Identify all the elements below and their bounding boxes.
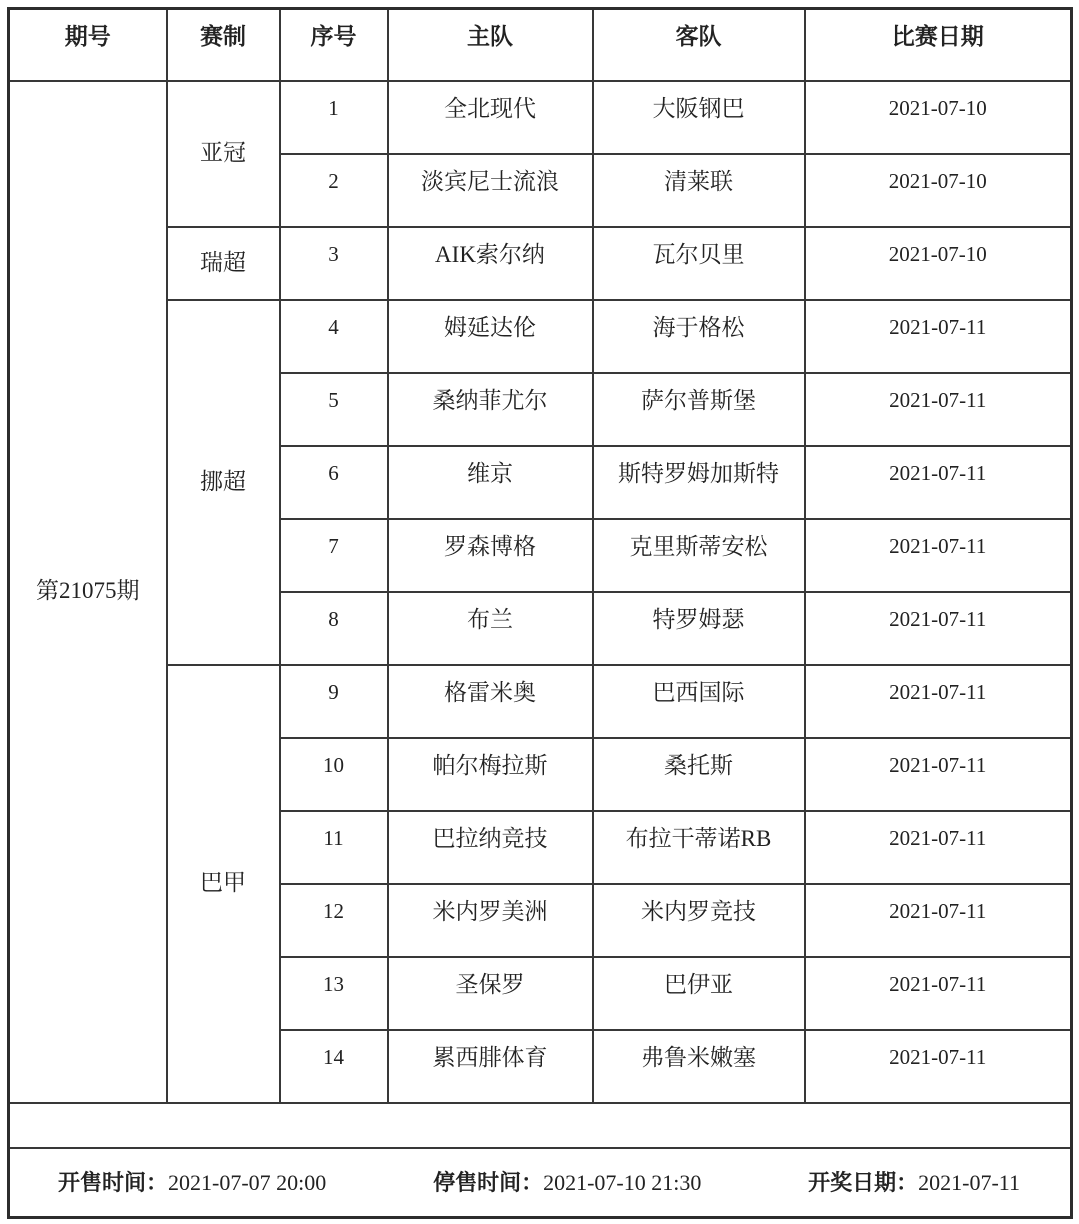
draw-date-value: 2021-07-11 [918,1169,1020,1195]
spacer-cell [9,1103,1072,1148]
home-team-cell: 罗森博格 [388,519,593,592]
draw-date-label: 开奖日期： [808,1169,919,1195]
match-date-cell: 2021-07-11 [805,738,1072,811]
sale-start-label: 开售时间： [58,1169,169,1195]
header-number: 序号 [280,9,388,81]
match-date-cell: 2021-07-11 [805,519,1072,592]
away-team-cell: 克里斯蒂安松 [593,519,805,592]
footer-cell [9,1148,1072,1218]
header-home-team: 主队 [388,9,593,81]
period-cell: 第21075期 [9,81,167,1103]
header-row [9,9,1072,81]
header-match-date: 比赛日期 [805,9,1072,81]
home-team-cell: 累西腓体育 [388,1030,593,1103]
footer-times [58,1170,1020,1195]
match-row [9,665,1072,738]
match-row [9,81,1072,154]
home-team-cell: 帕尔梅拉斯 [388,738,593,811]
home-team-cell: AIK索尔纳 [388,227,593,300]
match-number: 1 [280,81,388,154]
home-team-cell: 姆延达伦 [388,300,593,373]
away-team-cell: 斯特罗姆加斯特 [593,446,805,519]
sale-stop-time [433,1170,701,1195]
away-team-cell: 萨尔普斯堡 [593,373,805,446]
sale-start-value: 2021-07-07 20:00 [168,1169,327,1195]
header-period: 期号 [9,9,167,81]
match-number: 8 [280,592,388,665]
match-date-cell: 2021-07-11 [805,957,1072,1030]
footer-row [9,1148,1072,1218]
match-number: 4 [280,300,388,373]
match-schedule-table [7,7,1073,1219]
league-cell: 挪超 [167,300,280,665]
home-team-cell: 淡宾尼士流浪 [388,154,593,227]
away-team-cell: 布拉干蒂诺RB [593,811,805,884]
table-header [9,9,1072,81]
away-team-cell: 瓦尔贝里 [593,227,805,300]
match-number: 5 [280,373,388,446]
sale-stop-value: 2021-07-10 21:30 [543,1169,702,1195]
match-date-cell: 2021-07-11 [805,811,1072,884]
home-team-cell: 米内罗美洲 [388,884,593,957]
match-date-cell: 2021-07-11 [805,446,1072,519]
match-number: 13 [280,957,388,1030]
table-body [9,81,1072,1103]
spacer-row [9,1103,1072,1148]
match-number: 12 [280,884,388,957]
match-number: 10 [280,738,388,811]
match-date-cell: 2021-07-11 [805,665,1072,738]
draw-date [808,1170,1020,1195]
home-team-cell: 维京 [388,446,593,519]
match-date-cell: 2021-07-11 [805,1030,1072,1103]
league-cell: 瑞超 [167,227,280,300]
home-team-cell: 格雷米奥 [388,665,593,738]
home-team-cell: 圣保罗 [388,957,593,1030]
match-number: 7 [280,519,388,592]
home-team-cell: 巴拉纳竞技 [388,811,593,884]
sale-start-time [58,1170,326,1195]
match-number: 9 [280,665,388,738]
match-row [9,300,1072,373]
match-number: 2 [280,154,388,227]
match-date-cell: 2021-07-10 [805,81,1072,154]
table-bottom [9,1103,1072,1218]
match-date-cell: 2021-07-10 [805,154,1072,227]
sale-stop-label: 停售时间： [433,1169,544,1195]
match-date-cell: 2021-07-10 [805,227,1072,300]
match-number: 6 [280,446,388,519]
away-team-cell: 海于格松 [593,300,805,373]
away-team-cell: 巴伊亚 [593,957,805,1030]
league-cell: 巴甲 [167,665,280,1103]
away-team-cell: 米内罗竞技 [593,884,805,957]
match-number: 11 [280,811,388,884]
match-date-cell: 2021-07-11 [805,592,1072,665]
home-team-cell: 桑纳菲尤尔 [388,373,593,446]
home-team-cell: 全北现代 [388,81,593,154]
match-row [9,227,1072,300]
match-date-cell: 2021-07-11 [805,300,1072,373]
match-date-cell: 2021-07-11 [805,373,1072,446]
header-away-team: 客队 [593,9,805,81]
match-date-cell: 2021-07-11 [805,884,1072,957]
away-team-cell: 清莱联 [593,154,805,227]
match-number: 14 [280,1030,388,1103]
match-number: 3 [280,227,388,300]
away-team-cell: 大阪钢巴 [593,81,805,154]
header-league: 赛制 [167,9,280,81]
league-cell: 亚冠 [167,81,280,227]
home-team-cell: 布兰 [388,592,593,665]
away-team-cell: 桑托斯 [593,738,805,811]
away-team-cell: 特罗姆瑟 [593,592,805,665]
away-team-cell: 巴西国际 [593,665,805,738]
away-team-cell: 弗鲁米嫩塞 [593,1030,805,1103]
